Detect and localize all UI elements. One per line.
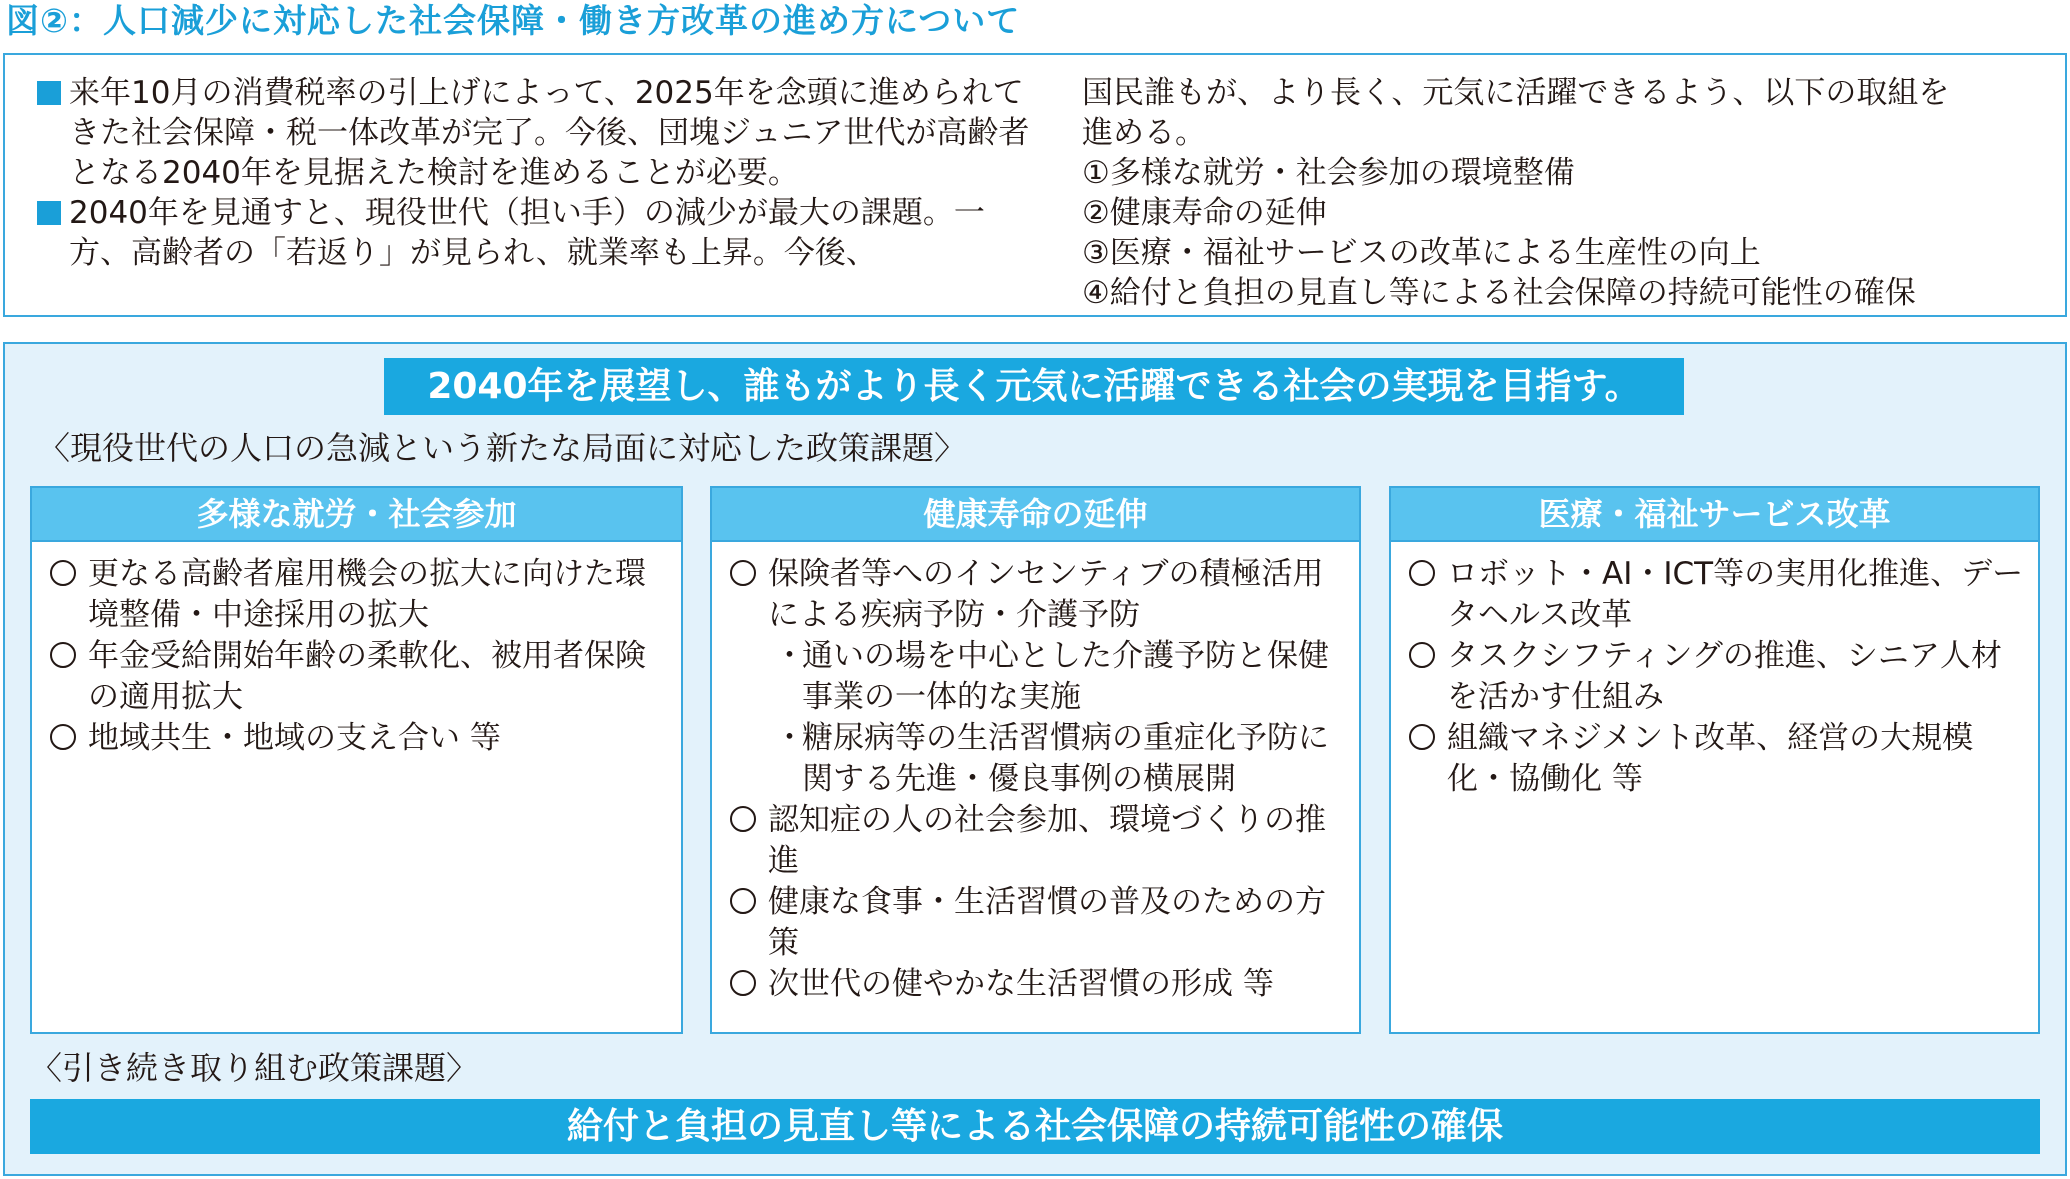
circle-bullet-icon bbox=[1409, 560, 1435, 586]
column-header: 健康寿命の延伸 bbox=[712, 488, 1359, 542]
sub-list-item-text: 糖尿病等の生活習慣病の重症化予防に関する先進・優良事例の横展開 bbox=[802, 720, 1329, 797]
circle-bullet-icon bbox=[1409, 642, 1435, 668]
circle-bullet-icon bbox=[730, 560, 756, 586]
column-header: 医療・福祉サービス改革 bbox=[1391, 488, 2038, 542]
intro-bullet bbox=[31, 193, 1031, 273]
sub-bullet-marker: ・ bbox=[774, 720, 805, 756]
intro-bullet-text: 2040年を見通すと、現役世代（担い手）の減少が最大の課題。一方、高齢者の「若返り」が見られ、就業率も上昇。今後、 bbox=[69, 195, 985, 271]
sub-list-item bbox=[730, 636, 1345, 718]
column-healthy-life bbox=[710, 486, 1361, 1034]
list-item-text: 年金受給開始年齢の柔軟化、被用者保険の適用拡大 bbox=[88, 638, 646, 715]
list-item bbox=[50, 718, 667, 759]
list-item-text: 保険者等へのインセンティブの積極活用による疾病予防・介護予防 bbox=[768, 556, 1324, 633]
list-item bbox=[1409, 718, 2024, 800]
list-item-text: 認知症の人の社会参加、環境づくりの推進 bbox=[768, 802, 1326, 879]
circle-bullet-icon bbox=[730, 970, 756, 996]
intro-action-line: ①多様な就労・社会参加の環境整備 bbox=[1082, 155, 1575, 191]
list-item-text: 地域共生・地域の支え合い 等 bbox=[88, 720, 501, 756]
square-bullet-icon bbox=[37, 81, 61, 105]
intro-action-line: ②健康寿命の延伸 bbox=[1082, 195, 1327, 231]
sub-list-item-text: 通いの場を中心とした介護予防と保健事業の一体的な実施 bbox=[802, 638, 1329, 715]
circle-bullet-icon bbox=[50, 642, 76, 668]
circle-bullet-icon bbox=[730, 806, 756, 832]
continuing-issues-label: 〈引き続き取り組む政策課題〉 bbox=[30, 1049, 479, 1087]
intro-actions bbox=[1082, 73, 2057, 313]
column-body bbox=[32, 542, 681, 759]
figure-title: 図②：人口減少に対応した社会保障・働き方改革の進め方について bbox=[6, 1, 1021, 40]
list-item bbox=[50, 554, 667, 636]
list-item bbox=[1409, 636, 2024, 718]
list-item bbox=[1409, 554, 2024, 636]
continuing-issue-banner: 給付と負担の見直し等による社会保障の持続可能性の確保 bbox=[30, 1099, 2040, 1154]
column-body bbox=[712, 542, 1359, 1005]
new-issues-label: 〈現役世代の人口の急減という新たな局面に対応した政策課題〉 bbox=[38, 429, 967, 467]
intro-action-line: ③医療・福祉サービスの改革による生産性の向上 bbox=[1082, 235, 1761, 271]
intro-action-line: 進める。 bbox=[1082, 115, 1206, 151]
list-item bbox=[730, 882, 1345, 964]
sub-bullet-marker: ・ bbox=[774, 638, 805, 674]
list-item-text: ロボット・AI・ICT等の実用化推進、データヘルス改革 bbox=[1447, 556, 2024, 633]
list-item-text: 健康な食事・生活習慣の普及のための方策 bbox=[768, 884, 1326, 961]
circle-bullet-icon bbox=[730, 888, 756, 914]
list-item bbox=[730, 554, 1345, 636]
list-item-text: 更なる高齢者雇用機会の拡大に向けた環境整備・中途採用の拡大 bbox=[88, 556, 646, 633]
list-item-text: タスクシフティングの推進、シニア人材を活かす仕組み bbox=[1447, 638, 2002, 715]
list-item bbox=[50, 636, 667, 718]
column-body bbox=[1391, 542, 2038, 800]
circle-bullet-icon bbox=[1409, 724, 1435, 750]
list-item-text: 組織マネジメント改革、経営の大規模化・協働化 等 bbox=[1447, 720, 1974, 797]
vision-banner: 2040年を展望し、誰もがより長く元気に活躍できる社会の実現を目指す。 bbox=[384, 358, 1684, 415]
square-bullet-icon bbox=[37, 201, 61, 225]
intro-bullet-text: 来年10月の消費税率の引上げによって、2025年を念頭に進められてきた社会保障・税一体改革が完了。今後、団塊ジュニア世代が高齢者となる2040年を見据えた検討を進めることが必要。 bbox=[69, 75, 1030, 191]
column-diverse-work bbox=[30, 486, 683, 1034]
intro-action-line: 国民誰もが、より長く、元気に活躍できるよう、以下の取組を bbox=[1082, 75, 1950, 111]
list-item bbox=[730, 800, 1345, 882]
circle-bullet-icon bbox=[50, 560, 76, 586]
intro-action-line: ④給付と負担の見直し等による社会保障の持続可能性の確保 bbox=[1082, 275, 1916, 311]
intro-box bbox=[3, 53, 2067, 317]
column-care-reform bbox=[1389, 486, 2040, 1034]
column-header: 多様な就労・社会参加 bbox=[32, 488, 681, 542]
intro-bullets bbox=[31, 73, 1031, 273]
intro-bullet bbox=[31, 73, 1031, 193]
list-item-text: 次世代の健やかな生活習慣の形成 等 bbox=[768, 966, 1274, 1002]
circle-bullet-icon bbox=[50, 724, 76, 750]
list-item bbox=[730, 964, 1345, 1005]
sub-list-item bbox=[730, 718, 1345, 800]
